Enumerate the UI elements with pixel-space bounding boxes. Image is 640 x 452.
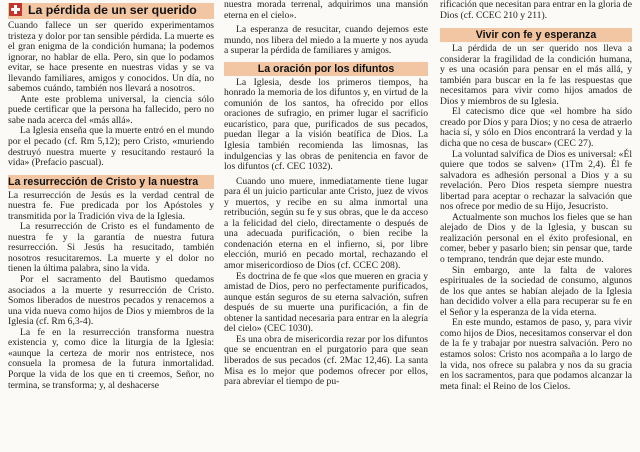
column-middle [224, 0, 428, 388]
paragraph: La esperanza de resucitar, cuando dejemos este mundo, nos libera del miedo a la muerte y nos ayuda a superar la pérdida de familiares y amigos. [224, 24, 428, 57]
paragraph: Cuando uno muere, inmediatamente tiene lugar para él un juicio particular ante Cristo, juez de vivos y muertos, y recibe en su alma inmortal una retribución, según su fe y sus obras, que le da acceso a la felicidad del cielo, directamente o después de una adecuada purificación, o bien recibe la condenación eterna en el infierno, si, por libre elección, murió en pecado mortal, rechazando el amor misericordioso de Dios (cf. CCEC 208). [224, 175, 428, 272]
paragraph: La resurrección de Cristo es el fundamento de nuestra fe y la garantía de nuestra futura resurrección. Si Jesús ha resucitado, también nosotros resucitaremos. La muerte y el dolor no tienen la última palabra, sino la vida. [8, 221, 214, 275]
paragraph: La Iglesia enseña que la muerte entró en el mundo por el pecado (cf. Rm 5,12); pero Cristo, «muriendo destruyó nuestra muerte y resucitando restauró la vida» (Prefacio pascual). [8, 125, 214, 169]
paragraph: Por el sacramento del Bautismo quedamos asociados a la muerte y resurrección de Cristo. Somos liberados de nuestros pecados y renacemos a una vida nueva como hijos de Dios y miembros de la Iglesia (cf. Rm 6,3-4). [8, 274, 214, 328]
paragraph: En este mundo, estamos de paso, y, para vivir como hijos de Dios, necesitamos conservar el don de la fe y trabajar por nuestra salvación. Pero no estamos solos: Cristo nos acompaña a lo largo de la vida, nos ofrece su palabra y nos da su gracia en los sacramentos, para que podamos alcanzar la meta final: el Reino de los Cielos. [440, 317, 632, 392]
paragraph: El catecismo dice que «el hombre ha sido creado por Dios y para Dios; y no cesa de atraerlo hacia sí, y sólo en Dios encontrará la verdad y la dicha que no cesa de buscar» (CEC 27). [440, 106, 632, 150]
paragraph: Actualmente son muchos los fieles que se han alejado de Dios y de la Iglesia, y buscan su realización personal en el éxito profesional, en comer, beber y pasarlo bien; sin pensar que, tarde o temprano, tendrán que dejar este mundo. [440, 211, 632, 266]
cross-icon [9, 3, 22, 16]
column-right [440, 0, 632, 392]
paragraph: La pérdida de un ser querido nos lleva a considerar la fragilidad de la condición humana, y es una ocasión para pensar en el más allá, y también para buscar en la fe las respuestas que necesitamos para vivir como hijos amados de Dios y miembros de su Iglesia. [440, 43, 632, 107]
heading-text: La resurrección de Cristo y la nuestra [8, 175, 199, 188]
section-heading-resurrection [8, 175, 214, 189]
paragraph: Es doctrina de fe que «los que mueren en gracia y amistad de Dios, pero no perfectamente purificados, aunque están seguros de su eterna salvación, sufren después de su muerte una purificación, a fin de obtener la santidad necesaria para entrar en la alegría del cielo» (CEC 1030). [224, 270, 428, 335]
section-heading-loss [8, 3, 214, 19]
paragraph: nuestra morada terrenal, adquirimos una mansión eterna en el cielo». [224, 0, 428, 21]
paragraph: Sin embargo, ante la falta de valores espirituales de la sociedad de consumo, algunos de los que antes se habían alejado de la Iglesia han decidido volver a ella para recuperar su fe en el Señor y la esperanza de la vida eterna. [440, 264, 632, 318]
section-heading-faith [440, 28, 632, 42]
paragraph: La resurrección de Jesús es la verdad central de nuestra fe. Fue predicada por los Apóstoles y transmitida por la Tradición viva de la Iglesia. [8, 189, 214, 222]
heading-text: Vivir con fe y esperanza [475, 29, 597, 42]
paragraph: Es una obra de misericordia rezar por los difuntos que se encuentran en el purgatorio para que sean liberados de sus pecados (cf. 2Mac 12,46). La santa Misa es lo mejor que podemos ofrecer por ellos, para abreviar el tiempo de pu- [224, 333, 428, 388]
paragraph: La voluntad salvífica de Dios es universal: «Él quiere que todos se salven» (1Tm 2,4). Él fe salvadora es adhesión personal a Dios y a su revelación. Pero Dios respeta siempre nuestra libertad para aceptar o rechazar la salvación que nos ofrece por medio de su Hijo, Jesucristo. [440, 148, 632, 213]
paragraph: Cuando fallece un ser querido experimentamos tristeza y dolor por tan sensible pérdida. La muerte es el gran enigma de la condición humana; la podemos ignorar, no hablar de ella. Pero, sin que lo podamos evitar, se hace presente en nuestras vidas y se va llevando familiares, amigos y conocidos. Un día, no sabemos cuándo, también nos llevará a nosotros. [8, 20, 214, 95]
section-heading-prayer [224, 62, 428, 76]
paragraph: La fe en la resurrección transforma nuestra existencia y, como dice la liturgia de la Iglesia: «aunque la certeza de morir nos entristece, nos consuela la promesa de la futura inmortalidad. Porque la vida de los que en ti creemos, Señor, no termina, se transforma; y, al deshacerse [8, 326, 214, 391]
main-title: La pérdida de un ser querido [28, 3, 197, 17]
column-left [8, 0, 214, 391]
paragraph: rificación que necesitan para entrar en la gloria de Dios (cf. CCEC 210 y 211). [440, 0, 632, 21]
heading-text: La oración por los difuntos [257, 62, 395, 75]
paragraph: Ante este problema universal, la ciencia sólo puede certificar que la persona ha fallecido, pero no sabe nada acerca del «más allá». [8, 93, 214, 126]
paragraph: La Iglesia, desde los primeros tiempos, ha honrado la memoria de los difuntos y, en virtud de la comunión de los santos, ha ofrecido por ellos oraciones de sufragio, en primer lugar el sacrificio eucarístico, para que, purificados de sus pecados, puedan llegar a la visión beatífica de Dios. La Iglesia también recomienda las limosnas, las indulgencias y las obras de penitencia en favor de los difuntos (cf. CEC 1032). [224, 76, 428, 173]
